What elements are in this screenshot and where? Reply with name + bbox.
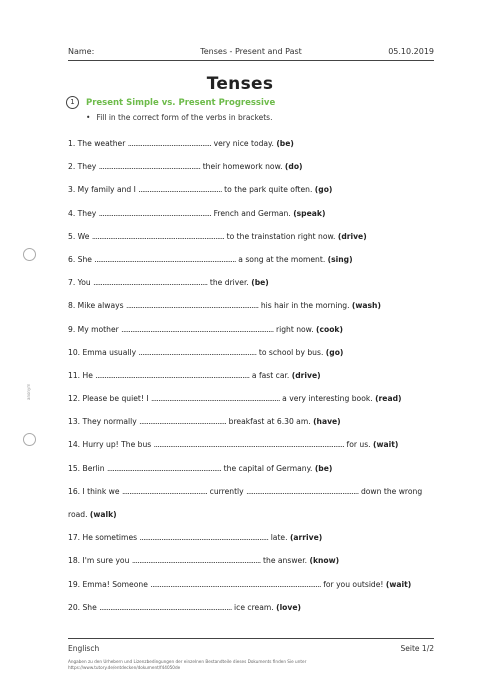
item-text: to the park quite often. [221,185,315,195]
answer-blank[interactable]: ............................................... [121,486,208,496]
item-text: very nice today. [211,139,277,148]
task-instruction [86,113,272,122]
exercise-item [68,184,438,207]
item-text: the driver. [207,278,252,288]
page-title: Tenses [206,74,274,94]
instruction-text: Fill in the correct form of the verbs in brackets. [96,113,273,122]
verb-hint: (cook) [316,324,343,334]
item-text: a very interesting book. [279,394,376,404]
verb-hint: (drive) [337,231,367,241]
punch-hole [23,433,36,446]
punch-hole [23,248,36,261]
verb-hint: (wash) [351,301,381,311]
answer-blank[interactable]: ............................................................... [106,463,222,473]
exercise-item [68,277,438,300]
name-label: Name: [68,47,95,56]
exercise-item [68,463,438,486]
verb-hint: (speak) [293,208,326,218]
answer-blank[interactable]: ......................................................................... [99,602,232,612]
item-text: to the trainstation right now. [224,231,338,241]
verb-hint: (wait) [385,579,412,589]
task-heading [66,96,275,109]
answer-blank[interactable]: .............................................................................. [94,254,236,264]
exercise-list [68,138,438,625]
verb-hint: (drive) [291,370,321,380]
verb-hint: (know) [309,556,340,566]
exercise-item [68,439,438,462]
exercise-item [68,555,438,578]
page-header [68,47,434,61]
item-text: for you outside! [320,579,386,589]
answer-blank[interactable]: .................................................................................... [121,324,274,334]
item-text: to school by bus. [256,347,326,357]
exercise-item [68,416,438,439]
item-text: 11. He [68,370,96,380]
answer-blank[interactable]: .............................................................. [98,208,212,218]
verb-hint: (sing) [327,254,353,264]
item-text: breakfast at 6.30 am. [226,417,314,427]
answer-blank[interactable]: .............................................................. [246,486,359,496]
verb-hint: (read) [375,394,402,404]
verb-hint: (love) [276,602,301,612]
exercise-item [68,254,438,277]
item-text: a song at the moment. [235,254,328,264]
exercise-item [68,231,438,254]
answer-blank[interactable]: ..................................................................................... [95,370,250,380]
answer-blank[interactable]: ......................................................................................................... [153,440,345,450]
item-text: currently [207,486,247,496]
answer-blank[interactable]: .............................................. [127,139,212,148]
answer-blank[interactable]: ....................................................................... [131,556,261,566]
side-mark: anonym [26,383,31,400]
verb-hint: (go) [325,347,344,357]
worksheet-date: 05.10.2019 [388,47,434,56]
item-text: late. [268,533,290,543]
answer-blank[interactable]: .............................................................................................. [150,579,321,589]
answer-blank[interactable]: ......................................................................... [91,231,225,241]
exercise-item [68,532,438,555]
answer-blank[interactable]: ....................................................................... [150,394,280,404]
exercise-item [68,138,438,161]
exercise-item [68,602,438,625]
answer-blank[interactable]: ......................................................................... [126,301,259,311]
answer-blank[interactable]: ................................................................. [138,347,257,357]
item-text: a fast car. [249,370,292,380]
item-text: his hair in the morning. [258,301,352,311]
footer-subject: Englisch [68,644,100,653]
item-text: 5. We [68,231,92,241]
item-text: their homework now. [200,162,285,172]
answer-blank[interactable]: ............................................................... [93,278,208,288]
item-text: 2. They [68,162,99,172]
credit-line: Angaben zu den Urhebern und Lizenzbedingungen der einzelnen Bestandteile dieses Dokuments finden Sie unter [68,659,307,664]
exercise-item [68,486,438,509]
answer-blank[interactable]: ........................................................ [98,162,201,172]
item-text: road. [68,510,90,519]
item-text: down the wrong [358,486,423,496]
exercise-item [68,208,438,231]
item-text: 4. They [68,208,99,218]
item-text: 16. I think we [68,486,122,496]
item-text: 19. Emma! Someone [68,579,151,589]
verb-hint: (have) [313,417,341,427]
item-text: the answer. [260,556,310,566]
verb-hint: (wait) [373,440,399,450]
exercise-item [68,370,438,393]
task-number-badge: 1 [66,96,79,109]
page-footer [68,638,434,653]
item-text: 8. Mike always [68,301,127,311]
item-text: 3. My family and I [68,185,139,195]
item-text: 14. Hurry up! The bus [68,440,154,450]
verb-hint: (arrive) [289,533,323,543]
item-text: 15. Berlin [68,463,107,473]
verb-hint: (do) [284,162,303,172]
exercise-item [68,579,438,602]
item-text: French and German. [211,208,294,218]
answer-blank[interactable]: ................................................ [139,417,227,427]
verb-hint: (be) [314,463,333,473]
item-text: 1. The weather [68,139,128,148]
item-text: 12. Please be quiet! I [68,394,151,404]
item-text: 7. You [68,278,94,288]
item-text: 10. Emma usually [68,347,139,357]
verb-hint: (go) [314,185,333,195]
exercise-item [68,161,438,184]
item-text: for us. [344,440,374,450]
exercise-item [68,300,438,323]
verb-hint: (be) [251,278,269,288]
worksheet-topic: Tenses - Present and Past [200,47,302,56]
exercise-item [68,347,438,370]
verb-hint: (be) [276,139,294,148]
answer-blank[interactable]: .............................................. [138,185,222,195]
footer-page-number: Seite 1/2 [400,644,434,653]
exercise-item [68,509,438,532]
exercise-item [68,324,438,347]
task-title: Present Simple vs. Present Progressive [86,97,276,108]
credit-url: https://www.tutory.de/entdecken/dokument/f44050de [68,665,181,670]
item-text: right now. [273,324,317,334]
item-text: 13. They normally [68,417,140,427]
item-text: 20. She [68,602,100,612]
item-text: ice cream. [231,602,277,612]
item-text: the capital of Germany. [221,463,315,473]
verb-hint: (walk) [89,510,117,519]
bullet-icon: • [86,113,91,122]
item-text: 17. He sometimes [68,533,140,543]
item-text: 6. She [68,254,95,264]
exercise-item [68,393,438,416]
item-text: 9. My mother [68,324,122,334]
item-text: 18. I'm sure you [68,556,132,566]
credit-note [68,659,368,671]
answer-blank[interactable]: ....................................................................... [139,533,269,543]
